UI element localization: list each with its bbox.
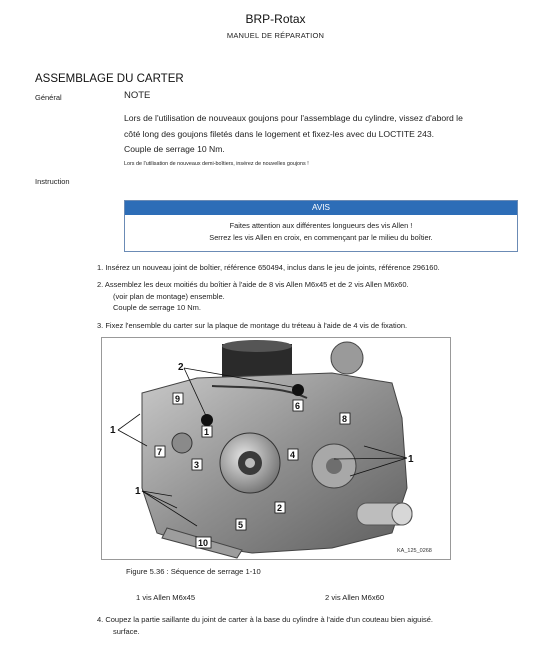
note-body	[124, 111, 524, 158]
crankcase-illustration	[102, 338, 450, 559]
avis-line: Faites attention aux différentes longueurs des vis Allen !	[229, 221, 413, 230]
step-2-line: Couple de serrage 10 Nm.	[113, 303, 201, 312]
figure-code: KA_125_0268	[397, 548, 432, 554]
instruction-label: Instruction	[35, 177, 70, 186]
avis-notice	[124, 200, 518, 252]
avis-title: AVIS	[125, 201, 517, 215]
figure-caption: Figure 5.36 : Séquence de serrage 1-10	[126, 567, 261, 576]
leader-label-1: 1	[110, 425, 116, 436]
crank-shaft	[245, 458, 255, 468]
bolt-1-icon	[201, 414, 213, 426]
step-2-line: 2. Assemblez les deux moitiés du boîtier à l'aide de 8 vis Allen M6x45 et de 2 vis Allen M6x60.	[97, 280, 409, 289]
step-2	[97, 279, 409, 314]
right-cover-center	[326, 458, 342, 474]
manual-title: MANUEL DE RÉPARATION	[226, 31, 325, 40]
note-line: côté long des goujons filetés dans le logement et fixez-les avec du LOCTITE 243.	[124, 128, 435, 139]
note-small-text: Lors de l'utilisation de nouveaux demi-boîtiers, insérez de nouvelles goujons !	[124, 161, 309, 167]
bolt-6-icon	[292, 384, 304, 396]
step-3: 3. Fixez l'ensemble du carter sur la plaque de montage du tréteau à l'aide de 4 vis de fixation.	[97, 321, 408, 330]
avis-line: Serrez les vis Allen en croix, en commençant par le milieu du boîtier.	[209, 233, 433, 242]
general-label: Général	[35, 93, 62, 102]
callout-2: 2	[277, 503, 283, 513]
step-1: 1. Insérez un nouveau joint de boîtier, référence 650494, inclus dans le jeu de joints, référence 296160.	[97, 263, 440, 272]
step-4-line: 4. Coupez la partie saillante du joint de carter à la base du cylindre à l'aide d'un couteau bien aiguisé.	[97, 615, 433, 624]
callout-7: 7	[157, 447, 163, 457]
callout-5: 5	[238, 520, 244, 530]
leader-label-2: 2	[178, 362, 184, 373]
step-4-line: surface.	[113, 626, 140, 636]
engine-crankcase-figure	[101, 337, 451, 560]
legend-m6x60: 2 vis Allen M6x60	[325, 593, 385, 602]
leader-label-1: 1	[135, 486, 141, 497]
left-boss	[172, 433, 192, 453]
note-line: Lors de l'utilisation de nouveaux goujons pour l'assemblage du cylindre, vissez d'abord le	[124, 113, 463, 123]
top-right-boss	[331, 342, 363, 374]
callout-8: 8	[342, 414, 348, 424]
callout-1: 1	[204, 427, 210, 437]
callout-6: 6	[295, 401, 301, 411]
callout-10: 10	[198, 538, 209, 548]
brand-title: BRP-Rotax	[245, 12, 306, 26]
leader-label-1: 1	[408, 454, 414, 465]
callout-4: 4	[290, 450, 296, 460]
callout-9: 9	[175, 394, 181, 404]
shaft-end	[392, 503, 412, 525]
step-2-line: (voir plan de montage) ensemble.	[113, 291, 225, 301]
legend-m6x45: 1 vis Allen M6x45	[136, 593, 196, 602]
section-title: ASSEMBLAGE DU CARTER	[35, 73, 184, 85]
cylinder-rim	[222, 340, 292, 352]
note-title: NOTE	[124, 90, 151, 101]
note-line: Couple de serrage 10 Nm.	[124, 144, 225, 154]
callout-3: 3	[194, 460, 200, 470]
step-4	[97, 614, 507, 637]
